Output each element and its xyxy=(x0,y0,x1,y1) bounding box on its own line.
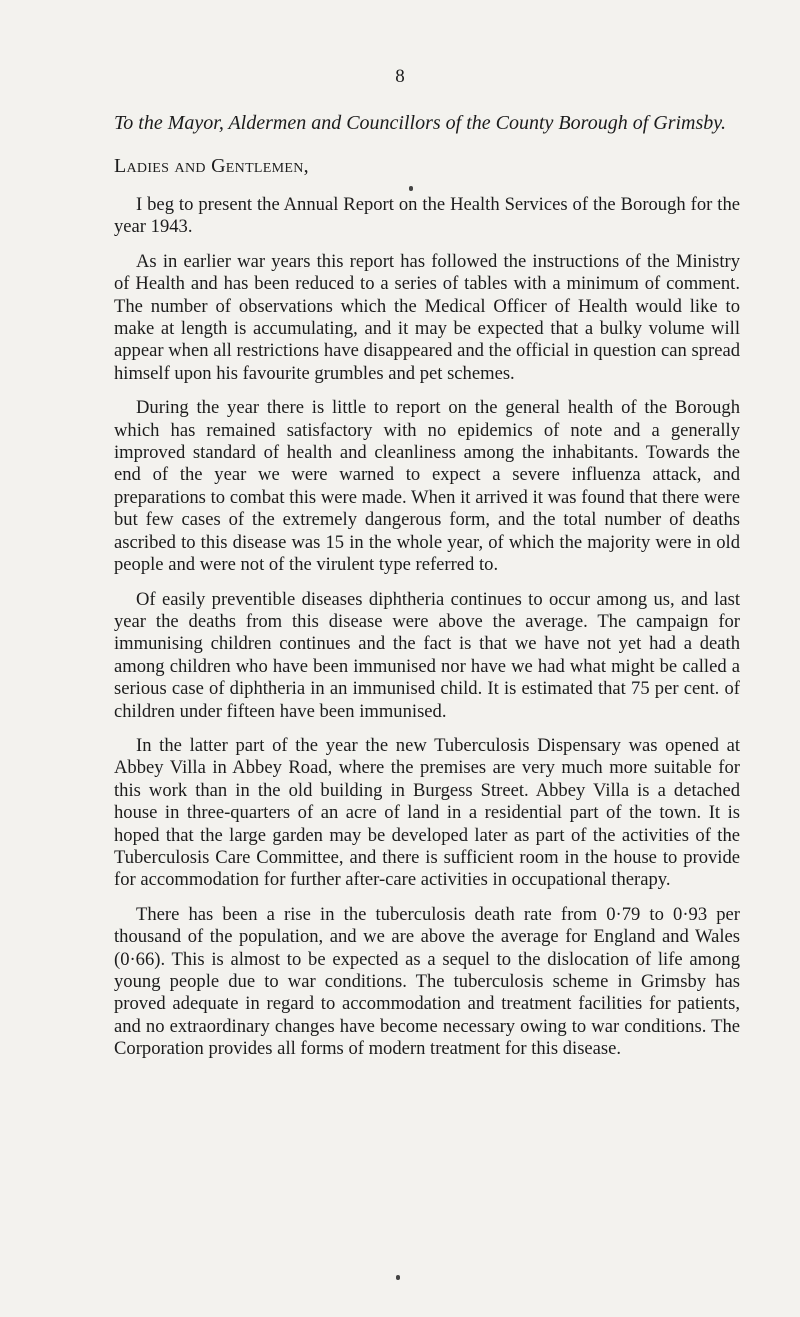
paragraph-diphtheria: Of easily preventible diseases diphtheria continues to occur among us, and last year the deaths from this disease were above the average. The campaign for immunising children continues and the fact is that we have not yet had a death among children who have been immunised nor have we had what might be called a serious case of diphtheria in an immunised child. It is estimated that 75 per cent. of children under fifteen have been immunised. xyxy=(114,588,740,722)
page-number: 8 xyxy=(395,66,405,87)
paragraph-general-health: During the year there is little to report on the general health of the Borough which has remained satisfactory with no epidemics of note and a generally improved standard of health and cleanliness among the inhabitants. Towards the end of the year we were warned to expect a severe influenza attack, and preparations to combat this were made. When it arrived it was found that there were but few cases of the extremely dangerous form, and the total number of deaths ascribed to this disease was 15 in the whole year, of which the majority were in old people and were not of the virulent type referred to. xyxy=(114,397,740,576)
print-speck xyxy=(396,1275,400,1280)
letter-address: To the Mayor, Aldermen and Councillors of the County Borough of Grimsby. xyxy=(114,112,727,134)
paragraph-introduction: I beg to present the Annual Report on the Health Services of the Borough for the year 1943. xyxy=(114,194,740,238)
paragraph-tuberculosis-dispensary: In the latter part of the year the new Tuberculosis Dispensary was opened at Abbey Villa in Abbey Road, where the premises are very much more suitable for this work than in the old building in Burgess Street. Abbey Villa is a detached house in three-quarters of an acre of land in a residential part of the town. It is hoped that the large garden may be developed later as part of the activities of the Tuberculosis Care Committee, and there is sufficient room in the house to provide for accommodation for further after-care activities in occupational therapy. xyxy=(114,734,740,891)
letter-salutation: Ladies and Gentlemen, xyxy=(114,155,309,177)
paragraph-report-format: As in earlier war years this report has followed the instructions of the Ministry of Health and has been reduced to a series of tables with a minimum of comment. The number of observations which the Medical Officer of Health would like to make at length is accumulating, and it may be expected that a bulky volume will appear when all restrictions have disappeared and the official in question can spread himself upon his favourite grumbles and pet schemes. xyxy=(114,250,740,384)
paragraph-tuberculosis-death-rate: There has been a rise in the tuberculosis death rate from 0·79 to 0·93 per thousand of the population, and we are above the average for England and Wales (0·66). This is almost to be expected as a sequel to the dislocation of life among young people due to war conditions. The tuberculosis scheme in Grimsby has proved adequate in regard to accommodation and treatment facilities for patients, and no extraordinary changes have become necessary owing to war conditions. The Corporation provides all forms of modern treatment for this disease. xyxy=(114,903,740,1060)
letter-body xyxy=(114,110,740,1073)
